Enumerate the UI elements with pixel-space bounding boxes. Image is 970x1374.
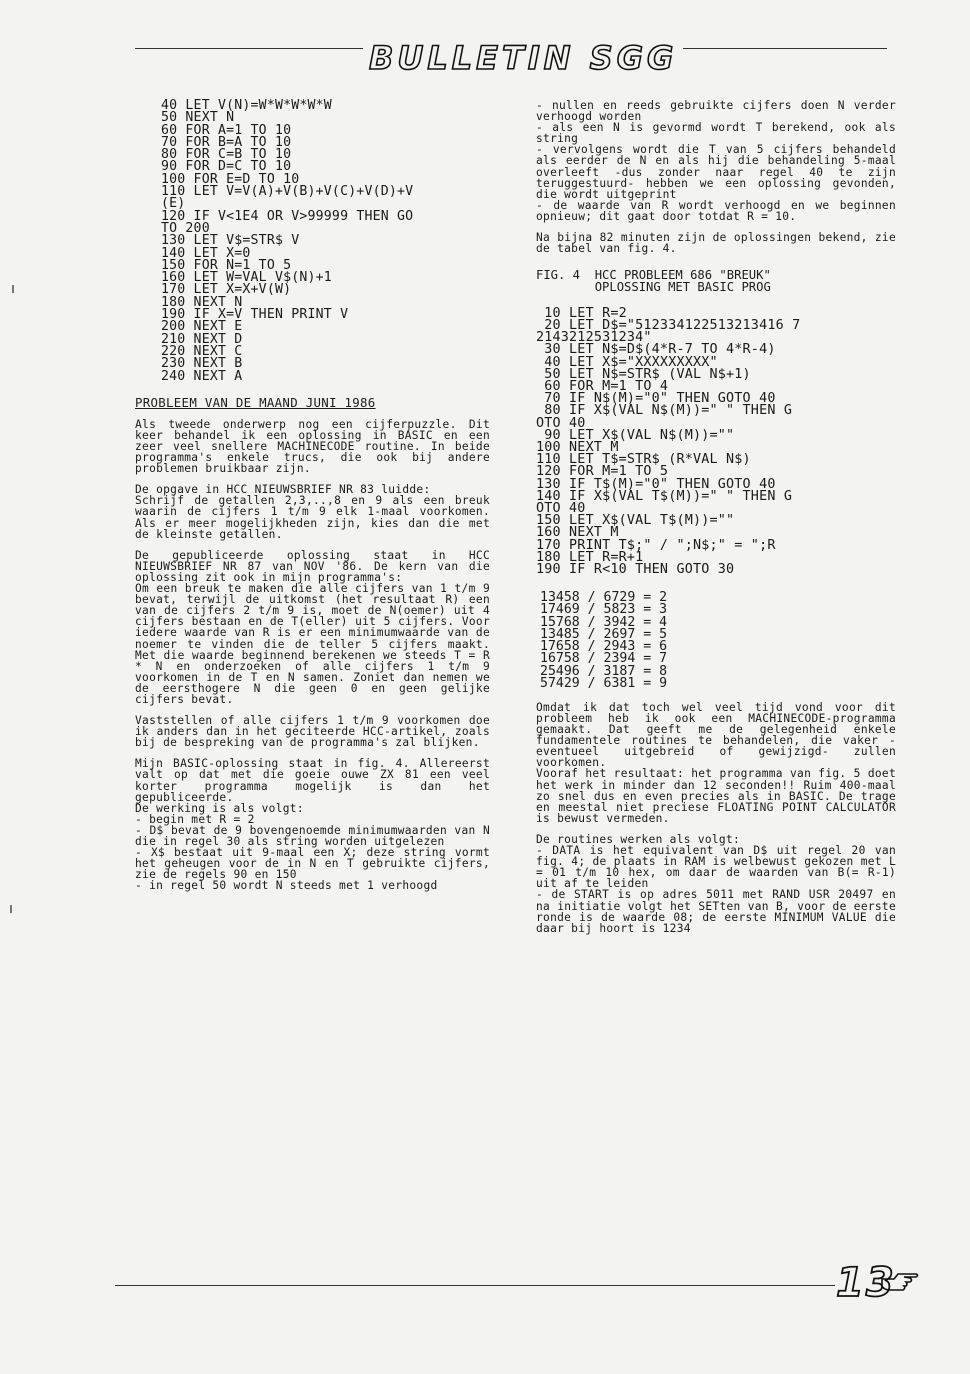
scan-mark (10, 905, 12, 913)
basic-listing-2: 10 LET R=2 20 LET D$="512334122513213416 7 2143212531234" 30 LET N$=D$(4*R-7 TO 4*R-4) 40 LET X$="XXXXXXXXX" 50 LET N$=STR$ (VAL N$+1) 60 FOR M=1 TO 4 70 IF N$(M)="0" THEN GOTO 40 80 IF X$(VAL N$(M))=" " THEN G OTO 40 90 LET X$(VAL N$(M))="" 100 NEXT M 110 LET T$=STR$ (R*VAL N$) 120 FOR M=1 TO 5 130 IF T$(M)="0" THEN GOTO 40 140 IF X$(VAL T$(M))=" " THEN G OTO 40 150 LET X$(VAL T$(M))="" 160 NEXT M 170 PRINT T$;" / ";N$;" = ";R 180 LET R=R+1 190 IF R<10 THEN GOTO 30 (536, 305, 801, 578)
figure-caption: FIG. 4 HCC PROBLEEM 686 "BREUK" OPLOSSING MET BASIC PROG (536, 268, 771, 295)
pointing-hand-icon (880, 1267, 920, 1297)
scan-mark (12, 285, 14, 293)
footer-rule (115, 1285, 835, 1286)
paragraph: Als tweede onderwerp nog een cijferpuzzle. Dit keer behandel ik een oplossing in BASIC en een zeer veel snellere MACHINECODE routine. In beide programma's enkele trucs, die ook bij andere problemen bruikbaar zijn. (135, 417, 490, 476)
paragraph: De routines werken als volgt: - DATA is het equivalent van D$ uit regel 20 van fig. 4; de plaats in RAM is welbewust gekozen met L = 01 t/m 10 hex, om daar de waarden van B(= R-1) uit af te leiden - de START is op adres 5011 met RAND USR 20497 en na initiatie volgt het SETten van B, voor de eerste ronde is de waarde 08; de eerste MINIMUM VALUE die daar bij hoort is 1234 (536, 832, 896, 935)
paragraph: Vaststellen of alle cijfers 1 t/m 9 voorkomen doe ik anders dan in het geciteerde HCC-artikel, zoals bij de bespreking van de programma's zal blijken. (135, 714, 490, 750)
results-table: 13458 / 6729 = 2 17469 / 5823 = 3 15768 / 3942 = 4 13485 / 2697 = 5 17658 / 2943 = 6 16758 / 2394 = 7 25496 / 3187 = 8 57429 / 6381 = 9 (540, 590, 668, 691)
left-column (135, 100, 490, 891)
section-heading: PROBLEEM VAN DE MAAND JUNI 1986 (135, 394, 376, 410)
page-number: 13 (836, 1260, 896, 1306)
basic-listing-1: 40 LET V(N)=W*W*W*W*W 50 NEXT N 60 FOR A=1 TO 10 70 FOR B=A TO 10 80 FOR C=B TO 10 90 FOR D=C TO 10 100 FOR E=D TO 10 110 LET V=V(A)+V(B)+V(C)+V(D)+V (E) 120 IF V<1E4 OR V>99999 THEN GO TO 200 130 LET V$=STR$ V 140 LET X=0 150 FOR N=1 TO 5 160 LET W=VAL V$(N)+1 170 LET X=X+V(W) 180 NEXT N 190 IF X=V THEN PRINT V 200 NEXT E 210 NEXT D 220 NEXT C 230 NEXT B 240 NEXT A (161, 98, 414, 384)
paragraph: De opgave in HCC NIEUWSBRIEF NR 83 luidde: Schrijf de getallen 2,3,..,8 en 9 als een breuk waarin de cijfers 1 t/m 9 elk 1-maal voorkomen. Als er meer mogelijkheden zijn, kies dan die met de kleinste getallen. (135, 483, 490, 541)
right-column (536, 100, 896, 934)
paragraph: Mijn BASIC-oplossing staat in fig. 4. Allereerst valt op dat met die goeie ouwe ZX 81 een veel korter programma mogelijk is dan het gepubliceerde. De werking is als volgt: - begin met R = 2 - D$ bevat de 9 bovengenoemde minimumwaarden van N die in regel 30 als string worden uitgelezen - X$ bestaat uit 9-maal een X; deze string vormt het geheugen voor de in N en T gebruikte cijfers, zie de regels 90 en 150 - in regel 50 wordt N steeds met 1 verhoogd (135, 757, 490, 893)
paragraph: De gepubliceerde oplossing staat in HCC NIEUWSBRIEF NR 87 van NOV '86. De kern van die oplossing zit ook in mijn programma's: Om een breuk te maken die alle cijfers van 1 t/m 9 bevat, terwijl de uitkomst (het resultaat R) een van de cijfers 2 t/m 9 is, moet de N(oemer) uit 4 cijfers bestaan en de T(eller) uit 5 cijfers. Voor iedere waarde van R is er een minimumwaarde van de noemer te vinden die de teller 5 cijfers maakt. Met die waarde beginnend berekenen we steeds T = R * N en onderzoeken of alle cijfers 1 t/m 9 voorkomen in de T en N samen. Zoniet dan nemen we de eersthogere N die geen 0 en geen gelijke cijfers bevat. (135, 548, 490, 706)
masthead-title: BULLETIN SGG (363, 40, 683, 76)
paragraph: Na bijna 82 minuten zijn de oplossingen bekend, zie de tabel van fig. 4. (536, 231, 896, 256)
paragraph: - nullen en reeds gebruikte cijfers doen N verder verhoogd worden - als een N is gevormd wordt T berekend, ook als string - vervolgens wordt die T van 5 cijfers behandeld als eerder de N en als hij die behandeling 5-maal overleeft -dus zonder naar regel 40 te zijn teruggestuurd- hebben we een oplossing gevonden, die wordt uitgeprint - de waarde van R wordt verhoogd en we beginnen opnieuw; dit gaat door totdat R = 10. (536, 99, 896, 223)
paragraph: Omdat ik dat toch wel veel tijd vond voor dit probleem heb ik ook een MACHINECODE-programma gemaakt. Dat geeft me de gelegenheid enkele fundamentele routines te behandelen, die vaker -eventueel uitgebreid of gewijzigd- zullen voorkomen. Vooraf het resultaat: het programma van fig. 5 doet het werk in minder dan 12 seconden!! Ruim 400-maal zo snel dus en even precies als in BASIC. De trage en meestal niet preciese FLOATING POINT CALCULATOR is bewust vermeden. (536, 700, 896, 825)
